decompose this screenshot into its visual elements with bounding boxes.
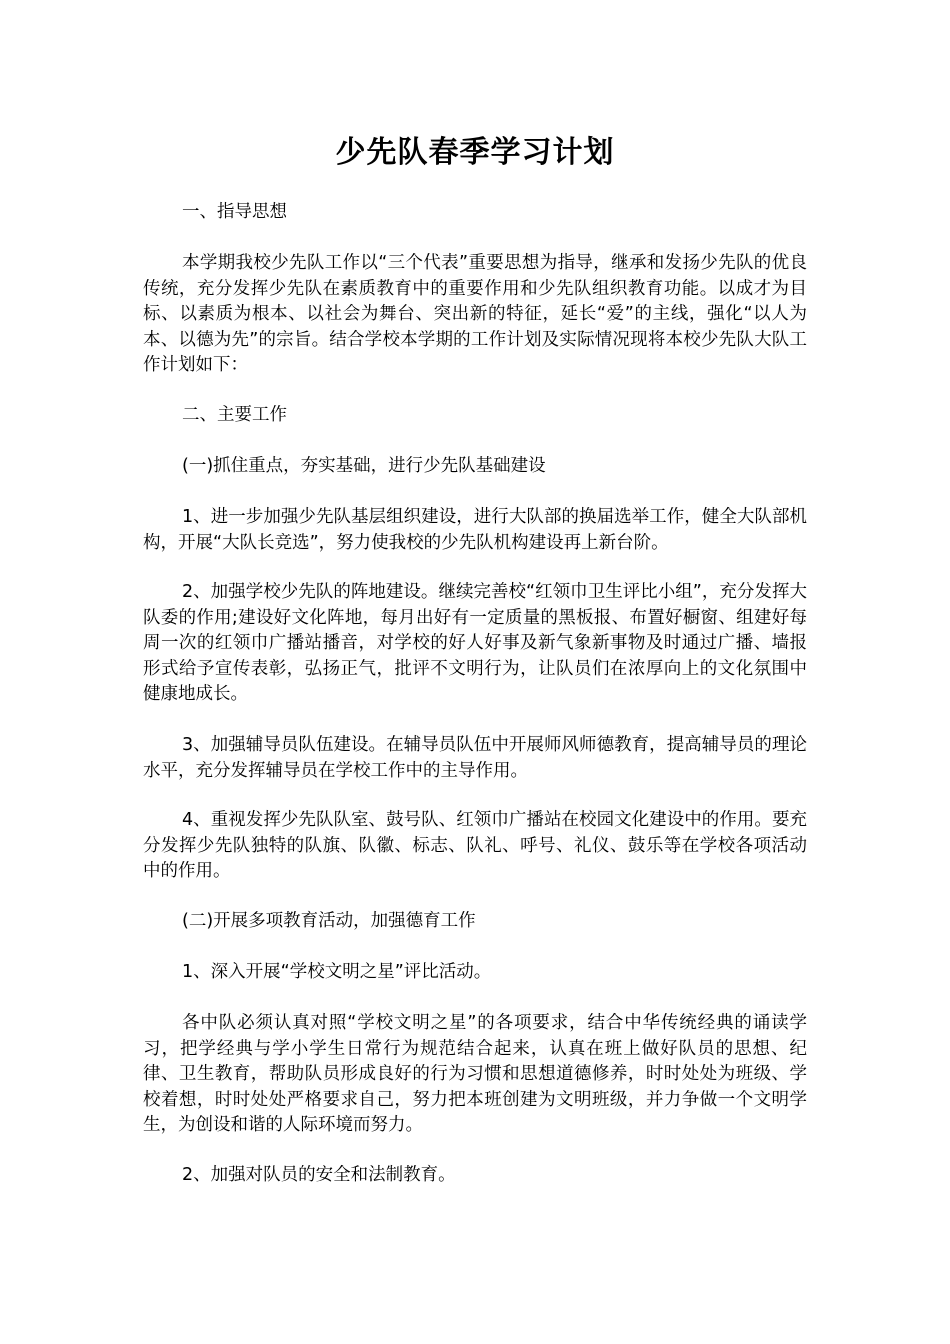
heading-main-work: 二、主要工作	[182, 405, 287, 425]
paragraph-civilized-star: 1、深入开展“学校文明之星”评比活动。	[182, 962, 492, 982]
paragraph-civilized-star-detail: 各中队必须认真对照“学校文明之星”的各项要求，结合中华传统经典的诵读学习，把学经典与学小学生日常行为规范结合起来，认真在班上做好队员的思想、纪律、卫生教育，帮助队员形成良好的行为习惯和思想道德修养，时时处处为班级、学校着想，时时处处严格要求自己，努力把本班创建为文明班级，并力争做一个文明学生，为创设和谐的人际环境而努力。	[143, 1013, 807, 1135]
heading-guiding-ideology: 一、指导思想	[182, 202, 287, 222]
paragraph-item-2: 2、加强学校少先队的阵地建设。继续完善校“红领巾卫生评比小组”，充分发挥大队委的作用;建设好文化阵地，每月出好有一定质量的黑板报、布置好橱窗、组建好每周一次的红领巾广播站播音，对学校的好人好事及新气象新事物及时通过广播、墙报形式给予宣传表彰，弘扬正气，批评不文明行为，让队员们在浓厚向上的文化氛围中健康地成长。	[143, 582, 807, 704]
paragraph-item-3: 3、加强辅导员队伍建设。在辅导员队伍中开展师风师德教育，提高辅导员的理论水平，充分发挥辅导员在学校工作中的主导作用。	[143, 735, 807, 781]
subheading-basic-construction: (一)抓住重点，夯实基础，进行少先队基础建设	[182, 456, 546, 476]
paragraph-intro: 本学期我校少先队工作以“三个代表”重要思想为指导，继承和发扬少先队的优良传统，充分发挥少先队在素质教育中的重要作用和少先队组织教育功能。以成才为目标、以素质为根本、以社会为舞台、突出新的特征，延长“爱”的主线，强化“以人为本、以德为先”的宗旨。结合学校本学期的工作计划及实际情况现将本校少先队大队工作计划如下：	[143, 253, 807, 375]
paragraph-item-1: 1、进一步加强少先队基层组织建设，进行大队部的换届选举工作，健全大队部机构，开展“大队长竞选”，努力使我校的少先队机构建设再上新台阶。	[143, 507, 807, 553]
paragraph-safety-education: 2、加强对队员的安全和法制教育。	[182, 1165, 456, 1185]
subheading-education-activities: (二)开展多项教育活动，加强德育工作	[182, 911, 476, 931]
paragraph-item-4: 4、重视发挥少先队队室、鼓号队、红领巾广播站在校园文化建设中的作用。要充分发挥少先队独特的队旗、队徽、标志、队礼、呼号、礼仪、鼓乐等在学校各项活动中的作用。	[143, 810, 807, 881]
document-title: 少先队春季学习计划	[335, 135, 615, 170]
